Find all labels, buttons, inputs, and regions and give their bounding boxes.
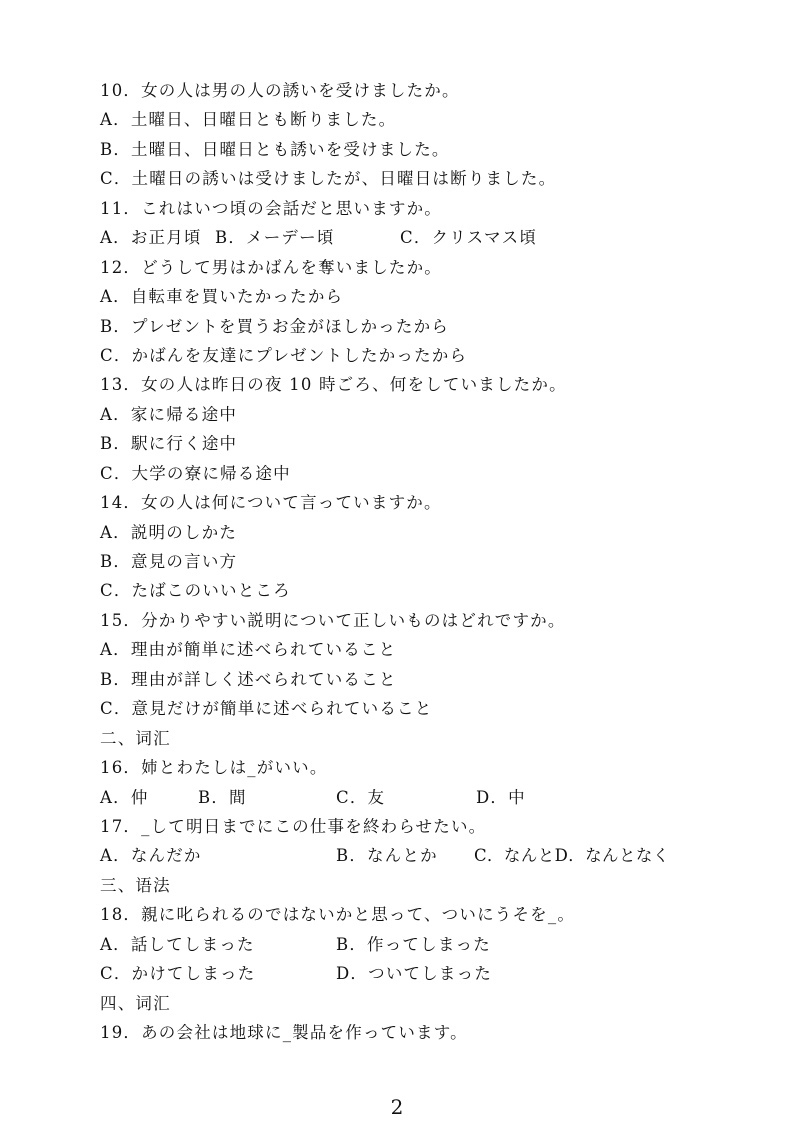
section-heading: 四、词汇 (100, 993, 171, 1013)
option-line: A．説明のしかた (100, 522, 238, 542)
option-line: A．理由が簡単に述べられていること (100, 640, 397, 660)
option-line: B．理由が詳しく述べられていること (100, 669, 397, 689)
question-10: 10．女の人は男の人の誘いを受けましたか。 (100, 81, 460, 100)
option-line: A．家に帰る途中 (100, 404, 238, 424)
option-d: D．中 (476, 787, 526, 807)
options-row (100, 959, 740, 988)
option-line: C．たばこのいいところ (100, 581, 291, 601)
question-14: 14．女の人は何について言っていますか。 (100, 493, 442, 513)
options-row (100, 223, 740, 252)
option-line: B．土曜日、日曜日とも誘いを受けました。 (100, 139, 450, 159)
option-a: A．話してしまった (100, 934, 255, 954)
option-d: D．なんとなく (554, 846, 670, 866)
option-a: A．お正月頃 (100, 228, 202, 248)
options-row (100, 930, 740, 959)
option-line: B．駅に行く途中 (100, 434, 238, 454)
option-c: C．なんと (474, 846, 555, 866)
option-b: B．作ってしまった (336, 934, 491, 954)
option-b: B．なんとか (336, 846, 438, 866)
section-heading: 三、语法 (100, 875, 171, 895)
question-17: 17．_して明日までにこの仕事を終わらせたい。 (100, 816, 487, 836)
question-18: 18．親に叱られるのではないかと思って、ついにうそを_。 (100, 905, 576, 925)
option-c: C．友 (336, 787, 386, 807)
option-line: B．プレゼントを買うお金がほしかったから (100, 316, 449, 336)
option-line: A．自転車を買いたかったから (100, 287, 344, 307)
page-number: 2 (390, 1095, 404, 1119)
question-13: 13．女の人は昨日の夜 10 時ごろ、何をしていましたか。 (100, 375, 567, 395)
option-b: B．メーデー頃 (215, 228, 335, 248)
option-a: A．仲 (100, 787, 149, 807)
options-row (100, 783, 740, 812)
question-12: 12．どうして男はかばんを奪いましたか。 (100, 257, 442, 277)
question-11: 11．これはいつ頃の会話だと思いますか。 (100, 198, 442, 218)
section-heading: 二、词汇 (100, 728, 171, 748)
options-row (100, 841, 740, 870)
option-d: D．ついてしまった (336, 964, 493, 984)
option-line: C．大学の寮に帰る途中 (100, 463, 291, 483)
question-19: 19．あの会社は地球に_製品を作っています。 (100, 1023, 468, 1042)
option-a: A．なんだか (100, 846, 202, 866)
question-15: 15．分かりやすい説明について正しいものはどれですか。 (100, 610, 566, 630)
option-c: C．クリスマス頃 (400, 228, 538, 248)
option-line: C．かばんを友達にプレゼントしたかったから (100, 345, 468, 365)
option-line: A．土曜日、日曜日とも断りました。 (100, 110, 397, 130)
question-16: 16．姉とわたしは_がいい。 (100, 758, 328, 778)
option-line: C．意見だけが簡単に述べられていること (100, 699, 433, 719)
question-list (100, 76, 740, 1047)
option-line: B．意見の言い方 (100, 552, 238, 571)
option-line: C．土曜日の誘いは受けましたが、日曜日は断りました。 (100, 169, 557, 189)
option-c: C．かけてしまった (100, 964, 256, 984)
option-b: B．間 (198, 787, 247, 807)
